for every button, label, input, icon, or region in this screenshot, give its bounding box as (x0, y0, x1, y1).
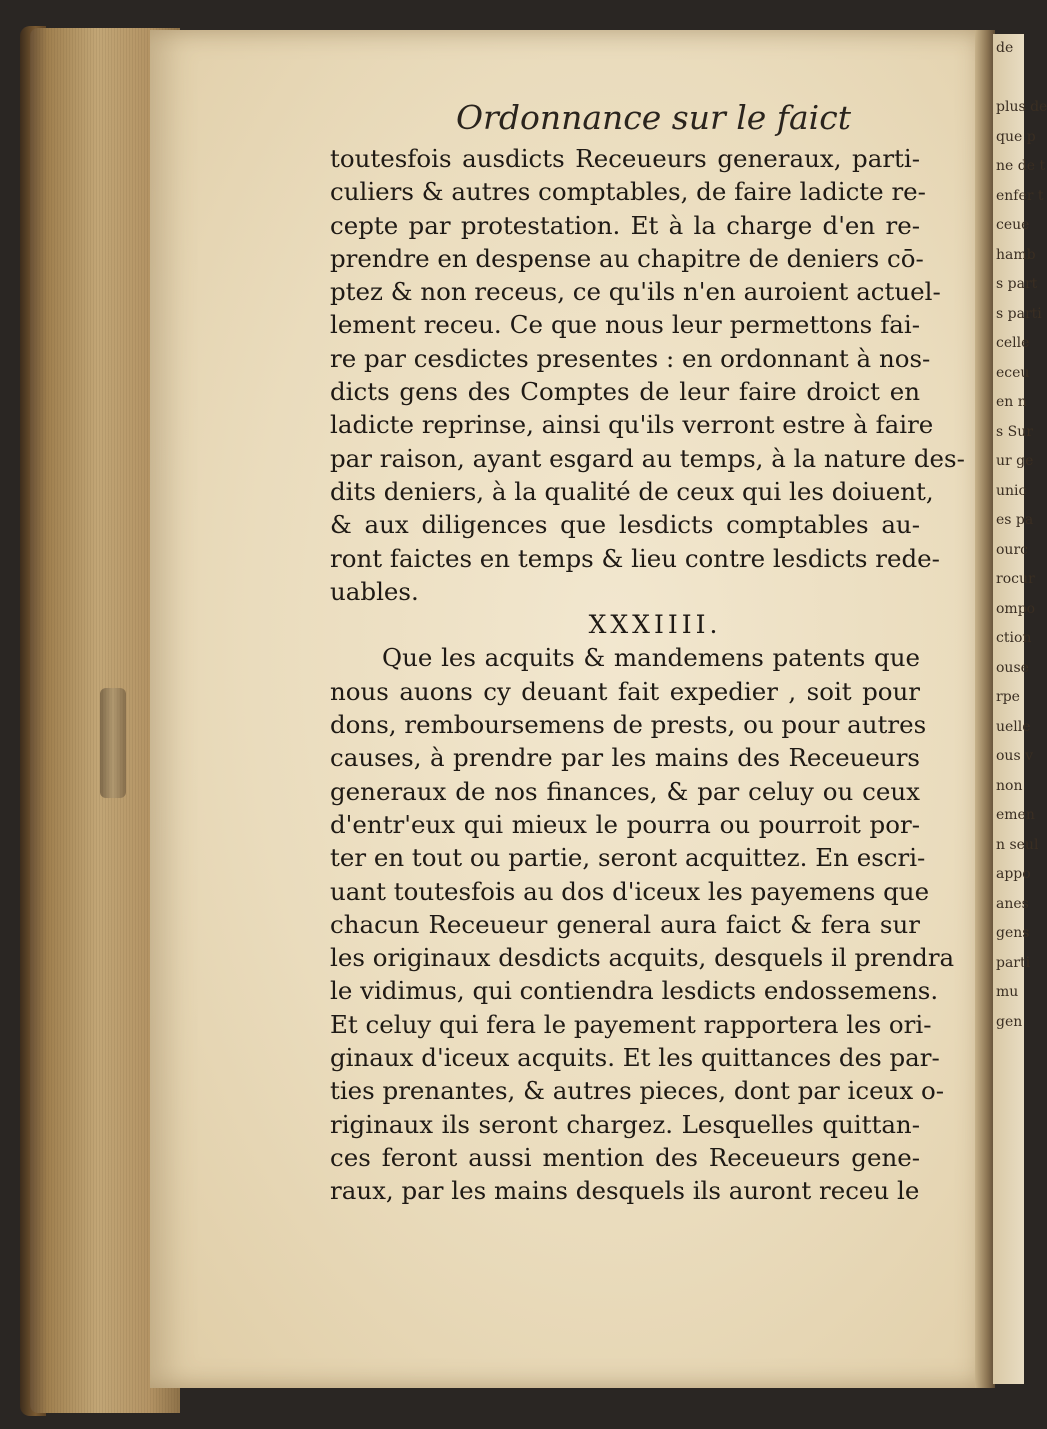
adjacent-page-line: celle (996, 335, 1030, 351)
page-text (330, 142, 965, 1208)
adjacent-page-line: ous v (996, 748, 1033, 764)
text-line: ptez & non receus, ce qu'ils n'en auroient actuel- (330, 277, 941, 307)
text-line: dits deniers, à la qualité de ceux qui les doiuent, (330, 476, 934, 506)
adjacent-page-line: ur ge (996, 453, 1034, 469)
text-line: & aux diligences que lesdicts comptables au- (330, 510, 920, 540)
text-line: generaux de nos finances, & par celuy ou ceux (330, 776, 920, 806)
adjacent-page-line: hamb (996, 246, 1036, 263)
adjacent-page-line: appo (996, 866, 1031, 882)
adjacent-page-line: uelle (996, 718, 1031, 735)
adjacent-page-fragment (993, 34, 1047, 1384)
adjacent-page-line: ne de t (996, 158, 1046, 174)
text-line: le vidimus, qui contiendra lesdicts endossemens. (330, 976, 939, 1006)
adjacent-page-line: ction (996, 630, 1032, 646)
text-line: chacun Receueur general aura faict & fera sur (330, 909, 920, 939)
adjacent-page-line: n seul (996, 836, 1039, 853)
adjacent-page-line: s parti (996, 305, 1042, 322)
adjacent-page-line: rocur (996, 571, 1035, 587)
adjacent-page-line: en n (996, 394, 1027, 410)
book-gutter (975, 30, 995, 1388)
text-line: les originaux desdicts acquits, desquels il prendra (330, 943, 955, 973)
adjacent-page-line: eceu (996, 364, 1030, 381)
text-line: ginaux d'iceux acquits. Et les quittances des par- (330, 1043, 940, 1073)
text-line: Que les acquits & mandemens patents que (382, 643, 920, 673)
text-line: dons, remboursemens de prests, ou pour autres (330, 710, 927, 740)
section-heading: XXXIIII. (588, 610, 722, 640)
text-line: Et celuy qui fera le payement rapportera les ori- (330, 1009, 932, 1039)
adjacent-page-line: de (996, 40, 1014, 56)
adjacent-page-line: ompo (996, 600, 1036, 617)
text-line: toutesfois ausdicts Receueurs generaux, parti- (330, 144, 920, 173)
text-line: lement receu. Ce que nous leur permettons fai- (330, 310, 920, 340)
text-line: prendre en despense au chapitre de deniers cō- (330, 243, 924, 273)
text-line: uant toutesfois au dos d'iceux les payemens que (330, 876, 930, 906)
text-line: d'entr'eux qui mieux le pourra ou pourroit por- (330, 809, 920, 839)
adjacent-page-line: rpe (996, 689, 1020, 705)
adjacent-page-line: anes (996, 895, 1029, 912)
clasp-mark (100, 688, 126, 798)
text-line: causes, à prendre par les mains des Receueurs (330, 743, 920, 773)
adjacent-page-line: ourc (996, 541, 1028, 558)
text-line: par raison, ayant esgard au temps, à la nature des- (330, 443, 965, 473)
paragraph-section (330, 641, 955, 1207)
adjacent-page-line: parti (996, 954, 1031, 971)
text-line: dicts gens des Comptes de leur faire droict en (330, 377, 920, 407)
paragraph-continued (330, 142, 965, 608)
adjacent-page-line: gen (996, 1013, 1023, 1030)
text-line: nous auons cy deuant fait expedier , soit pour (330, 676, 920, 706)
adjacent-page-line: que p (996, 128, 1036, 145)
adjacent-page-line: ceue (996, 217, 1030, 233)
text-line: culiers & autres comptables, de faire ladicte re- (330, 177, 926, 207)
text-line: riginaux ils seront chargez. Lesquelles quittan- (330, 1109, 920, 1139)
adjacent-page-line: emen (996, 807, 1035, 823)
text-line: uables. (330, 576, 419, 606)
adjacent-page-line: s Sur (996, 423, 1033, 440)
adjacent-page-line: mu (996, 984, 1019, 1000)
text-line: cepte par protestation. Et à la charge d'en re- (330, 210, 920, 240)
adjacent-page-line: ouse (996, 659, 1029, 676)
adjacent-page-line: unic (996, 482, 1027, 499)
text-line: ront faictes en temps & lieu contre lesdicts rede- (330, 543, 940, 573)
adjacent-page-line: gens (996, 925, 1030, 941)
text-line: ter en tout ou partie, seront acquittez. En escri- (330, 843, 926, 873)
adjacent-page-line: enfer t (996, 187, 1044, 204)
text-line: ladicte reprinse, ainsi qu'ils verront estre à faire (330, 410, 934, 440)
adjacent-page-line: es pa (996, 512, 1034, 528)
adjacent-page-line: s part (996, 276, 1038, 292)
text-line: ces feront aussi mention des Receueurs gene- (330, 1142, 920, 1172)
adjacent-page-line (993, 64, 1024, 94)
adjacent-page-line: non (996, 777, 1023, 794)
text-line: ties prenantes, & autres pieces, dont par iceux o- (330, 1076, 944, 1106)
running-head: Ordonnance sur le faict (456, 98, 851, 137)
text-line: raux, par les mains desquels ils auront receu le (330, 1176, 920, 1206)
text-line: re par cesdictes presentes : en ordonnant à nos- (330, 343, 931, 373)
adjacent-page-line: plus de (996, 99, 1047, 115)
